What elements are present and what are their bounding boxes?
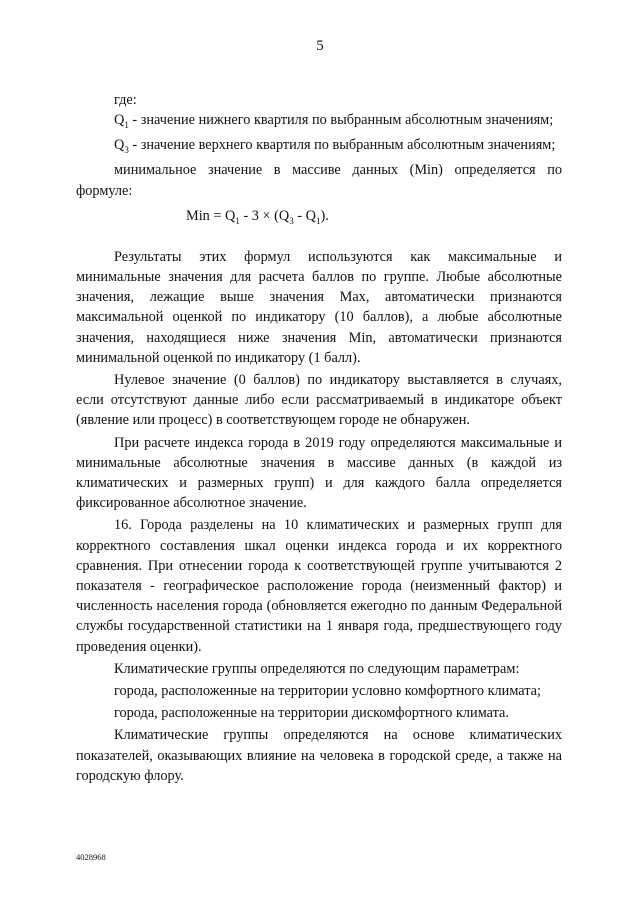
min-formula bbox=[76, 205, 562, 245]
formula-end: ). bbox=[320, 207, 329, 224]
paragraph-results: Результаты этих формул используются как максимальные и минимальные значения для расчета баллов по группе. Любые абсолютные значения, лежащие выше значения Max, автоматически признаются максимальной оценкой по индикатору (10 баллов), а любые абсолютные значения, находящиеся ниже значения Min, автоматически признаются минимальной оценкой по индикатору (1 балл). bbox=[76, 248, 562, 366]
page-number: 5 bbox=[316, 38, 324, 54]
q3-definition bbox=[76, 135, 562, 160]
paragraph-climate-indicators: Климатические группы определяются на основе климатических показателей, оказывающих влияние на человека в городской среде, а также на городскую флору. bbox=[76, 727, 562, 784]
min-definition: минимальное значение в массиве данных (Min) определяется по формуле: bbox=[76, 162, 562, 199]
paragraph-item-16: 16. Города разделены на 10 климатических и размерных групп для корректного составления шкал оценки индекса города и их корректного сравнения. При отнесении города к соответствующей группе учитываются 2 показателя - географическое расположение города (неизменный фактор) и численность населения города (обновляется ежегодно по данным Федеральной службы государственной статистики на 1 января года, предшествующего году проведения оценки). bbox=[76, 517, 562, 655]
formula-lhs: Min = Q bbox=[186, 207, 236, 224]
formula-sub-2: 3 bbox=[289, 215, 294, 226]
formula-sub-3: 1 bbox=[315, 215, 321, 226]
formula-mid: - 3 × (Q bbox=[239, 207, 290, 224]
paragraph-comfort-climate: города, расположенные на территории условно комфортного климата; bbox=[114, 683, 541, 699]
formula-sub-1: 1 bbox=[235, 215, 240, 226]
q1-subscript: 1 bbox=[124, 120, 129, 131]
document-code: 4028968 bbox=[76, 852, 106, 862]
formula-mid2: - Q bbox=[293, 207, 316, 224]
paragraph-climate-groups: Климатические группы определяются по следующим параметрам: bbox=[114, 660, 520, 677]
q1-definition bbox=[76, 110, 562, 135]
q1-description: - значение нижнего квартиля по выбранным абсолютным значениям; bbox=[128, 112, 554, 129]
paragraph-discomfort-climate: города, расположенные на территории дискомфортного климата. bbox=[114, 705, 509, 722]
where-line: где: bbox=[114, 92, 137, 108]
paragraph-index-2019: При расчете индекса города в 2019 году определяются максимальные и минимальные абсолютные значения в массиве данных (в каждой из климатических и размерных групп) и для каждого балла определяется фиксированное абсолютное значение. bbox=[76, 434, 562, 512]
q3-subscript: 3 bbox=[124, 145, 129, 156]
q3-symbol: Q bbox=[114, 137, 125, 154]
paragraph-zero-value: Нулевое значение (0 баллов) по индикатору выставляется в случаях, если отсутствуют данные либо если рассматриваемый в индикаторе объект (явление или процесс) в соответствующем городе не обнаружен. bbox=[76, 371, 562, 429]
q1-symbol: Q bbox=[114, 112, 125, 129]
q3-description: - значение верхнего квартиля по выбранным абсолютным значениям; bbox=[128, 137, 556, 154]
document-body bbox=[76, 90, 562, 786]
